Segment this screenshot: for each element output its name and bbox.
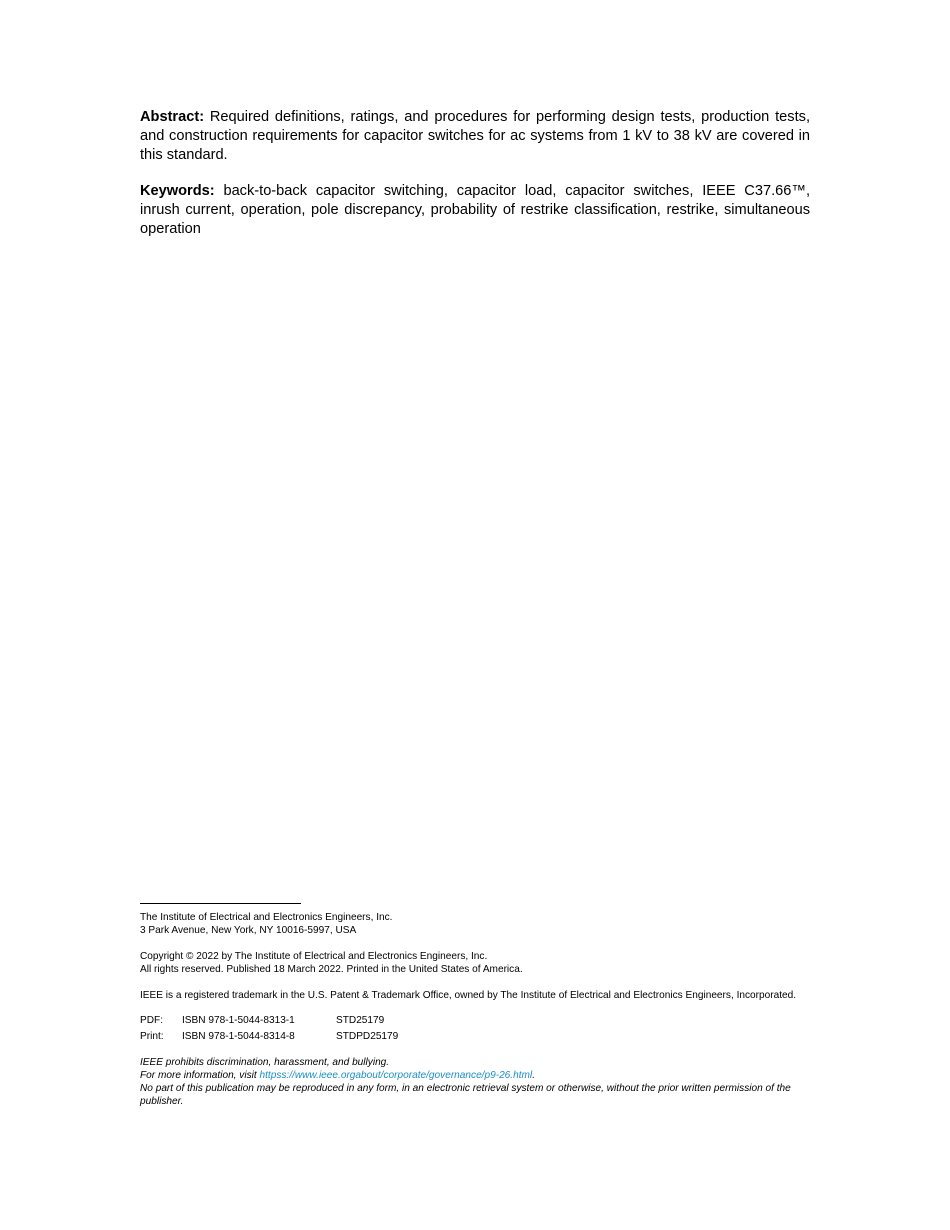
policy-statement: IEEE prohibits discrimination, harassment, and bullying.: [140, 1057, 390, 1068]
trademark-text: IEEE is a registered trademark in the U.S. Patent & Trademark Office, owned by The Institute of Electrical and Electronics Engineers, Incorporated.: [140, 990, 797, 1001]
publisher-address: 3 Park Avenue, New York, NY 10016-5997, USA: [140, 925, 357, 936]
abstract-text: Required definitions, ratings, and procedures for performing design tests, production tests, and construction requirements for capacitor switches for ac systems from 1 kV to 38 kV are covered in this standard.: [140, 109, 810, 163]
copyright-footer: [140, 903, 811, 1108]
copyright-line: Copyright © 2022 by The Institute of Electrical and Electronics Engineers, Inc.: [140, 951, 488, 962]
abstract-label: Abstract:: [140, 109, 205, 125]
publisher-block: [140, 911, 811, 937]
rights-line: All rights reserved. Published 18 March 2022. Printed in the United States of America.: [140, 964, 523, 975]
isbn-row-print: [140, 1029, 811, 1045]
isbn-code: STD25179: [336, 1015, 385, 1026]
abstract-paragraph: [140, 108, 810, 165]
isbn-row-pdf: [140, 1013, 811, 1029]
isbn-format: PDF:: [140, 1015, 163, 1026]
more-info-suffix: .: [532, 1070, 535, 1081]
more-info-prefix: For more information, visit: [140, 1070, 260, 1081]
publisher-name: The Institute of Electrical and Electronics Engineers, Inc.: [140, 912, 393, 923]
keywords-text: back-to-back capacitor switching, capacitor load, capacitor switches, IEEE C37.66™, inrush current, operation, pole discrepancy, probability of restrike classification, restrike, simultaneous operation: [140, 183, 811, 237]
keywords-paragraph: [140, 182, 810, 239]
reproduction-notice: No part of this publication may be reproduced in any form, in an electronic retrieval system or otherwise, without the prior written permission of the publisher.: [140, 1083, 791, 1107]
governance-link[interactable]: httpss://www.ieee.orgabout/corporate/governance/p9-26.html: [259, 1070, 533, 1081]
copyright-block: [140, 950, 811, 976]
isbn-format: Print:: [140, 1030, 164, 1042]
isbn-number: ISBN 978-1-5044-8314-8: [182, 1030, 295, 1042]
isbn-table: [140, 1013, 811, 1044]
main-content: [140, 108, 810, 239]
trademark-block: [140, 989, 811, 1002]
isbn-code: STDPD25179: [336, 1030, 399, 1042]
keywords-label: Keywords:: [140, 183, 215, 199]
policy-block: [140, 1056, 811, 1108]
footer-divider: [140, 903, 301, 904]
isbn-number: ISBN 978-1-5044-8313-1: [182, 1015, 295, 1026]
more-info-line: [140, 1069, 811, 1082]
